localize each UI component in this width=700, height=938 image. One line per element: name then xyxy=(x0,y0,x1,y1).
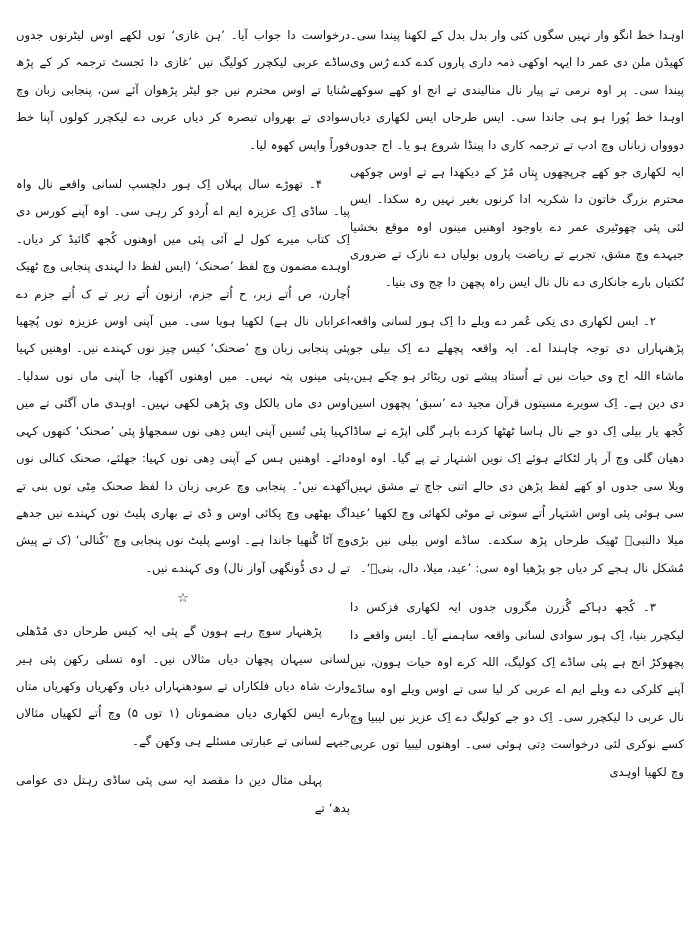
paragraph-3: ۳۔ کُجھ دہاکے گُزرن مگروں جدوں ایہ لکھاری فزکس دا لیکچرر بنیا، اِک ہور سوادی لسانی واقعہ ساہمنے آیا۔ ایس واقعے دا پچھوکڑ انج ہے پئی ساڈے اِک کولیگ، اللہ کرے اوہ حیات ہوون، نیں آپنے کلرکی دے ویلے ایم اے عربی کر لیا سی تے اوس ویلے اوہ ساڈے نال عربی دا لیکچرر سی۔ اِک دو جے کولیگ دے اِک عزیز نیں لیبیا وچ کسے نوکری لئی درخواست دِتی ہوئی سی۔ اوھنوں لیبیا توں عربی وچ لکھیا اوہدی xyxy=(350,600,684,779)
paragraph-first-example: پہلی مثال دین دا مقصد ایہ سی پئی ساڈی رہتل دی عوامی پدھ‘ تے xyxy=(16,773,350,815)
left-column xyxy=(16,22,350,928)
paragraph-4: ۴۔ تھوڑے سال پہلاں اِک ہور دلچسپ لسانی واقعے نال واہ پیا۔ ساڈی اِک عزیزہ ایم اے اُردو کر رہی سی۔ اوہ آپنے کورس دی اِک کتاب میرے کول لے آئی پئی میں اوھنوں کُجھ گائیڈ کر دیاں۔ اوہدے مضمون وچ لفظ ’صحنک‘ (ایس لفظ دا لہندی پنجابی وچ ٹھیک اُچارن، ص اُتے زبر، ح اُتے جزم، ازنون اُتے زبر تے ک اُتے جزم دے اعراباں نال ہے) لکھیا ہویا سی۔ میں آپنی اوس عزیزہ نوں پُچھیا پئی پنجابی زبان وچ ’صحنک‘ کیس چیز نوں کہندے نیں۔ اوھنیں کہیا پئی مینوں پتہ نہیں۔ میں اوھنوں آکھیا، جا آپنی ماں نوں سدلیا۔ اوس دی ماں بالکل وی پڑھی لکھی نہیں۔ اوہدی ماں آگئی تے میں کہیا پئی تُسیں آپنی ایس دِھی نوں سمجھاؤ پئی ’صحنک‘ کنھوں کہی دائے۔ اوھنیں ہس کے آپنی دِھی نوں کہیا: جھلئے، صحنک کنالی نوں آکھدے نیں‘۔ پنجابی وچ عربی زبان دا لفظ صحنک مِٹی توں بنی تے اگ بھٹھی وچ پکائی اوس و ڈی تے بھاری پلیٹ نوں کہندے نیں جدھے وچ آٹا گُنھیا جاندا ہے۔ اوسے پلیٹ نوں پنجابی وچ ’کُنالی‘ (ک تے پیش تے ل دی ڈُونگھی آواز نال) وی کہندے نیں۔ xyxy=(16,177,350,575)
section-separator-star: ☆ xyxy=(177,591,189,607)
paragraph-readers-note: پڑھنہار سوچ رہے ہوون گے پئی ایہ کیس طرحاں دی مُڈھلی لسانی سیہان پچھان دیاں مثالاں نیں۔ اوہ تسلی رکھن پئی ہیر وارث شاہ دیاں فلکاراں تے سودھنہاراں دیاں وکھریاں وکھریاں متاں بارے ایس لکھاری دیاں مضموناں (۱ توں ۵) وچ اُتے لکھیاں مثالاں جیہے لسانی تے عبارتی مسئلے ہی وکھن گے۔ xyxy=(16,624,350,748)
paragraph-3-continued: درخواست دا جواب آیا۔ ’ہن غازی‘ توں لکھے اوس لیٹرنوں جدوں ساڈے عربی لیکچرر کولیگ نیں ’غازی دا ئجسٹ ترجمہ کر کے پڑھ سُنایا تے اوس محترم نیں جو لیٹر پڑھوان آئے سن، پنجابی زبان وچ سوادی تے بھرواں تبصرہ کر دیاں عربی دے لیکچرر کولوں آپنا خط فوراً واپس کھوہ لیا۔ xyxy=(16,28,350,152)
right-column xyxy=(350,22,684,928)
paragraph-2: ۲۔ ایس لکھاری دی نِکی عُمر دے ویلے دا اِک ہور لسانی واقعہ پڑھنہاراں دی توجہ چاہندا اے۔ ایہ واقعہ پچھلے دے اِک بیلی جو ماشاء اللہ اج وی حیات نیں تے اُستاد پیشے توں ریٹائر ہو چکے ہین، دی دین ہے۔ اِک سویرے مسیتوں قرآن مجید دے ’سبق‘ پچھوں اسیں کُجھ یار بیلی اِک دو جے نال ہاسا ٹھٹھا کردے باہر گلی اپڑے تے ساڈا دھیان گلی وچ آر پار لٹکائے ہوئے اِک نویں اشتہار تے پے گیا۔ اوہ اوہ ویلا سی جدوں او کھے لفظ پڑھن دی حالے اتنی جاچ تے مشق نہیں سی ہوئی پئی اوس اشتہار اُتے سوتی تے موٹی لکھائی وچ لکھیا ’عید میلا دالنبیؐ ٹھیک طرحاں پڑھ سکدے۔ ساڈے اوس بیلی نیں بڑی مُشکل نال ہجے کر دیاں جو پڑھیا اوہ سی: ’عید، میلا، دال، بنیؐ‘۔ xyxy=(350,314,684,575)
paragraph-intro: اوہدا خط انگو وار نہیں سگوں کئی وار بدل بدل کے لکھنا پیندا سی۔ کھیڈن ملن دی عمر دا ایہہ اوکھی ذمہ داری پاروں کدے کدے رُس وی پیندا سی۔ پر اوہ نرمی تے پیار نال منالیندی تے انج او کھے سوکھے اوہدا خط پُورا ہو ہی جاندا سی۔ ایس طرحاں ایس لکھاری دیاں دووواں زباناں وچ ادب تے ترجمہ کاری دا پینڈا شروع ہو یا۔ اج جدوں ایہ لکھاری جو کھے چرپچھوں پِتاں مُڑ کے دیکھدا ہے تے اوس چوکھی محترم بزرگ خاتون دا شکریہ ادا کرنوں بغیر نہیں رہ سکدا۔ ایس لئی پئی چھوٹیری عمر دے باوجود اوھنیں مینوں اوہ موقع بخشیا جیہدے وچ مشق، تجربے تے ریاضت پاروں بولیاں دے نازک تے ضروری نُکتیاں بارے جانکاری دے نال نال ایس راہ پچھن دا چج وی بنیا۔ xyxy=(350,28,684,289)
